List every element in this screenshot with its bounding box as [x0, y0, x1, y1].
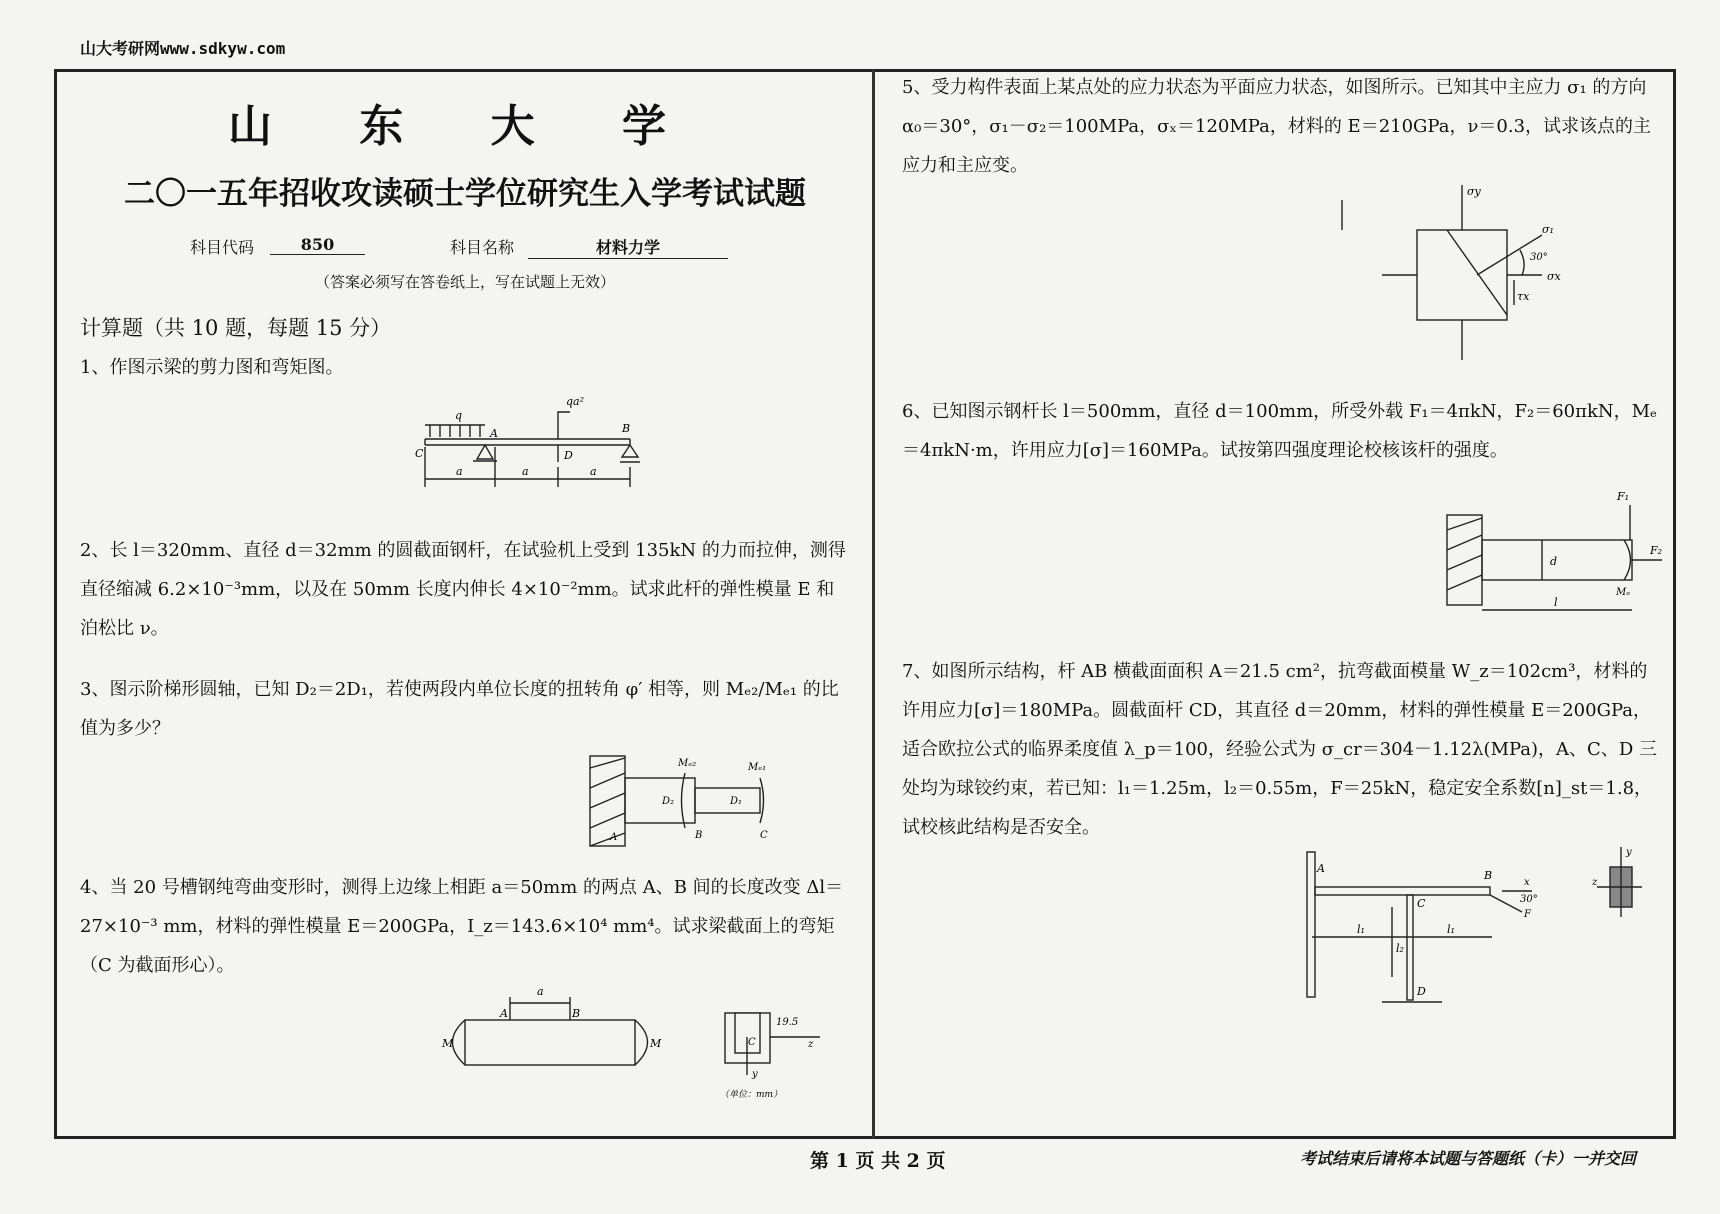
figure-3-shaft — [80, 748, 850, 858]
label-l2: l₂ — [1396, 942, 1404, 955]
label-unit: （单位：mm） — [720, 1090, 783, 1100]
exam-title: 二〇一五年招收攻读硕士学位研究生入学考试试题 — [124, 176, 806, 212]
right-column — [902, 68, 1662, 1011]
label-B7: B — [1484, 869, 1493, 882]
label-l6: l — [1554, 596, 1558, 609]
label-z4: z — [808, 1039, 814, 1050]
label-C7: C — [1417, 897, 1426, 910]
question-6: 6、已知图示钢杆长 l＝500mm，直径 d＝100mm，所受外载 F₁＝4πkN，F₂＝60πkN，Mₑ＝4πkN·m，许用应力[σ]＝160MPa。试按第四强度理论校核该杆的强度。 — [902, 401, 1658, 461]
label-l1-left: l₁ — [1357, 923, 1365, 936]
subject-name: 材料力学 — [528, 235, 728, 259]
label-C: C — [415, 447, 424, 460]
label-z7: z — [1592, 877, 1598, 888]
label-B: B — [622, 422, 631, 435]
label-M-right: M — [650, 1037, 662, 1050]
label-s1: σ₁ — [1542, 223, 1554, 236]
label-D1: D₁ — [730, 796, 743, 807]
subject-code: 850 — [270, 235, 365, 255]
label-B4: B — [572, 1007, 581, 1020]
label-y4: y — [752, 1069, 758, 1080]
label-Me: Mₑ — [1616, 587, 1631, 598]
figure-1-beam — [80, 387, 850, 517]
label-a1: a — [456, 465, 463, 478]
label-d6: d — [1550, 555, 1558, 568]
question-1: 1、作图示梁的剪力图和弯矩图。 — [80, 357, 344, 378]
label-A7: A — [1317, 862, 1325, 875]
label-tx: τx — [1517, 290, 1530, 303]
label-dim: 19.5 — [776, 1017, 799, 1028]
label-D7: D — [1417, 985, 1426, 998]
label-x7: x — [1524, 877, 1530, 888]
label-ang7: 30° — [1520, 894, 1538, 905]
footer-note: 考试结束后请将本试题与答题纸（卡）一并交回 — [1300, 1149, 1637, 1168]
label-F7: F — [1524, 909, 1531, 920]
label-D: D — [564, 449, 573, 462]
label-Me1: Mₑ₁ — [748, 762, 767, 773]
label-sx: σx — [1547, 270, 1561, 283]
label-C3: C — [760, 830, 768, 841]
university-title: 山 东 大 学 — [228, 101, 702, 152]
figure-5-stress-element — [902, 185, 1662, 360]
label-qa2: qa² — [566, 395, 585, 408]
figure-6-bar — [902, 470, 1662, 620]
answer-notice: （答案必须写在答卷纸上，写在试题上无效） — [314, 273, 615, 291]
label-sy: σy — [1467, 185, 1481, 198]
question-7: 7、如图所示结构，杆 AB 横截面面积 A＝21.5 cm²，抗弯截面模量 W_z＝102cm³，材料的许用应力[σ]＝180MPa。圆截面杆 CD，其直径 d＝20mm，材料的弹性模量 E＝200GPa，适合欧拉公式的临界柔度值 λ_p＝100，经验公式为 σ_cr＝304－1.12λ(MPa)，A、C、D 三处均为球铰约束，若已知：l₁＝1.25m，l₂＝0.55m，F＝25kN，稳定安全系数[n]_st＝1.8，试校核此结构是否安全。 — [902, 661, 1657, 838]
label-A: A — [490, 427, 498, 440]
label-F2: F₂ — [1650, 544, 1662, 557]
question-3: 3、图示阶梯形圆轴，已知 D₂＝2D₁，若使两段内单位长度的扭转角 φ′ 相等，则 Mₑ₂/Mₑ₁ 的比值为多少？ — [80, 679, 839, 739]
left-column — [80, 80, 850, 1114]
label-Me2: Mₑ₂ — [678, 758, 697, 769]
label-F1: F₁ — [1617, 490, 1630, 503]
label-l1-right: l₁ — [1447, 923, 1455, 936]
column-divider — [872, 69, 875, 1139]
question-5: 5、受力构件表面上某点处的应力状态为平面应力状态，如图所示。已知其中主应力 σ₁ 的方向 α₀＝30°，σ₁－σ₂＝100MPa，σₓ＝120MPa，材料的 E＝210GPa，ν＝0.3，试求该点的主应力和主应变。 — [902, 77, 1652, 176]
figure-7-structure — [902, 847, 1662, 1007]
question-2: 2、长 l＝320mm、直径 d＝32mm 的圆截面钢杆，在试验机上受到 135kN 的力而拉伸，测得直径缩减 6.2×10⁻³mm，以及在 50mm 长度内伸长 4×10⁻²mm。试求此杆的弹性模量 E 和泊松比 ν。 — [80, 540, 846, 639]
subject-meta — [80, 235, 850, 259]
label-C4: C — [748, 1037, 756, 1048]
label-B3: B — [695, 830, 703, 841]
label-a4: a — [537, 985, 544, 998]
label-M-left: M — [442, 1037, 454, 1050]
label-D2: D₂ — [662, 796, 675, 807]
code-label: 科目代码 — [190, 238, 255, 257]
label-A3: A — [610, 832, 618, 843]
page-number: 第 1 页 共 2 页 — [810, 1150, 946, 1172]
question-4: 4、当 20 号槽钢纯弯曲变形时，测得上边缘上相距 a＝50mm 的两点 A、B 间的长度改变 Δl＝27×10⁻³ mm，材料的弹性模量 E＝200GPa，I_z＝143.6×10⁴ mm⁴。试求梁截面上的弯矩（C 为截面形心）。 — [80, 877, 844, 976]
label-a2: a — [522, 465, 529, 478]
label-y7: y — [1626, 847, 1632, 858]
label-q: q — [455, 409, 463, 422]
name-label: 科目名称 — [450, 238, 515, 257]
site-watermark: 山大考研网www.sdkyw.com — [80, 39, 286, 58]
label-A4: A — [500, 1007, 508, 1020]
label-ang5: 30° — [1530, 252, 1548, 263]
figure-4-channel — [80, 985, 850, 1110]
label-a3: a — [590, 465, 597, 478]
section-heading: 计算题（共 10 题，每题 15 分） — [80, 316, 392, 340]
